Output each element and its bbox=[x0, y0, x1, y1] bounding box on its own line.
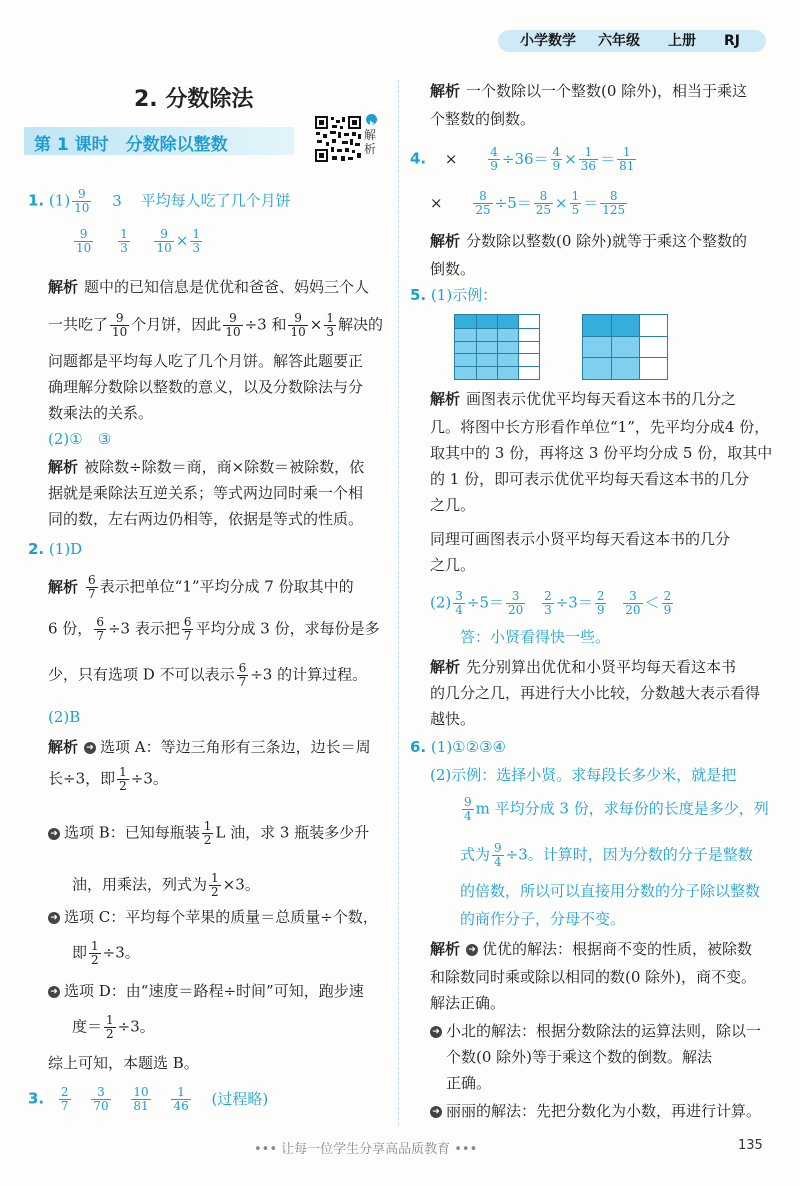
q6-jx-line7: ➜ 丽丽的解法：先把分数化为小数，再进行计算。 bbox=[430, 1100, 761, 1122]
q2-optC-line2: 即 $\frac{1}{2}$ ÷3。 bbox=[72, 939, 140, 967]
q1-jx-line3: 问题都是平均每人吃了几个月饼。解答此题要正 bbox=[48, 352, 364, 370]
q2-optC-line1: ➜ 选项 C：平均每个苹果的质量＝总质量÷个数， bbox=[48, 906, 378, 928]
right-jx-line2: 个整数的倒数。 bbox=[430, 110, 536, 128]
q1-answer-text: 平均每人吃了几个月饼 bbox=[140, 191, 291, 210]
q6-line1: 6. (1)①②③④ bbox=[410, 738, 506, 756]
q2-optA-line1: 解析 ➜ 选项 A：等边三角形有三条边，边长＝周 bbox=[48, 738, 371, 756]
q1-part2: (2)① ③ bbox=[48, 430, 112, 448]
q6-jx-line1: 解析 ➜ 优优的解法：根据商不变的性质，被除数 bbox=[430, 940, 753, 958]
lesson-title-bar bbox=[24, 127, 294, 155]
q2-line1: 2. (1)D bbox=[28, 540, 83, 558]
q1-number: 1. bbox=[28, 191, 45, 210]
q1-row2-frac3: $\frac{9}{10}$ bbox=[156, 227, 172, 255]
q6-jx-line2: 和除数同时乘或除以相同的数(0 除外)，商不变。 bbox=[430, 968, 757, 986]
q1-line2: $\frac{9}{10}$ $\frac{1}{3}$ $\frac{9}{10}$ × $\frac{1}{3}$ bbox=[76, 227, 200, 255]
diagram-youyou bbox=[454, 314, 540, 380]
q5-jx-line4: 的 1 份，即可表示优优平均每天看这本书的几分 bbox=[430, 470, 750, 488]
footer-slogan: ••• 让每一位学生分享高品质教育 ••• bbox=[254, 1142, 478, 1157]
q1-frac-9-10: $\frac{9}{10}$ bbox=[74, 187, 90, 215]
section-title: 2. 分数除法 bbox=[134, 87, 254, 112]
arrow-icon: ➜ bbox=[430, 1026, 442, 1038]
qr-code-icon bbox=[314, 115, 362, 163]
q2-jx-line1: 解析 $\frac{6}{7}$ 表示把单位“1”平均分成 7 份取其中的 bbox=[48, 573, 354, 601]
q5-part2: (2) $\frac{3}{4}$ ÷5＝ $\frac{3}{20}$ $\frac{2}{3}$ ÷3＝ $\frac{2}{9}$ $\frac{3}{20}$ ＜ $\frac{2}{9}$ bbox=[430, 589, 672, 617]
q4-jx-line2: 倒数。 bbox=[430, 260, 476, 278]
q1-jx-line1: 解析 题中的已知信息是优优和爸爸、妈妈三个人 bbox=[48, 278, 370, 296]
arrow-icon: ➜ bbox=[430, 1106, 442, 1118]
arrow-icon: ➜ bbox=[466, 944, 478, 956]
q2-optB-line2: 油，用乘法，列式为 $\frac{1}{2}$ ×3。 bbox=[72, 871, 260, 899]
q2-optB-line1: ➜ 选项 B：已知每瓶装 $\frac{1}{2}$ L 油，求 3 瓶装多少升 bbox=[48, 820, 369, 847]
arrow-icon: ➜ bbox=[48, 986, 60, 998]
qr-code[interactable] bbox=[314, 115, 362, 163]
q5-jx-line10: 越快。 bbox=[430, 710, 476, 728]
q1-part1: (1) bbox=[48, 191, 71, 210]
page-number: 135 bbox=[738, 1138, 763, 1153]
q1-row2-frac1: $\frac{9}{10}$ bbox=[76, 227, 92, 255]
q2-optD-line2: 度＝ $\frac{1}{2}$ ÷3。 bbox=[72, 1013, 155, 1041]
q2-jx-line3: 少，只有选项 D 不可以表示 $\frac{6}{7}$ ÷3 的计算过程。 bbox=[48, 661, 368, 689]
q5-line1: 5. (1)示例： bbox=[410, 286, 498, 304]
header-grade: 六年级 bbox=[598, 33, 640, 49]
q6-jx-line6: 正确。 bbox=[446, 1074, 492, 1092]
header-band bbox=[498, 30, 766, 52]
play-icon[interactable] bbox=[366, 114, 377, 125]
q6-part2-line2: $\frac{9}{4}$ m 平均分成 3 份，求每份的长度是多少，列 bbox=[464, 795, 769, 823]
q1-jx-line5: 数乘法的关系。 bbox=[48, 404, 154, 422]
q4-eq2: × $\frac{8}{25}$ ÷5＝ $\frac{8}{25}$ × $\frac{1}{5}$ ＝ $\frac{8}{125}$ bbox=[430, 189, 626, 217]
arrow-icon: ➜ bbox=[84, 742, 96, 754]
q1-jx-line7: 据就是乘除法互逆关系；等式两边同时乘一个相 bbox=[48, 484, 364, 502]
qr-label: 解析 bbox=[364, 128, 377, 156]
q5-jx-line5: 之几。 bbox=[430, 496, 476, 514]
q5-jx-line9: 的几分之几，再进行大小比较，分数越大表示看得 bbox=[430, 684, 761, 702]
q5-jx-line6: 同理可画图表示小贤平均每天看这本书的几分 bbox=[430, 530, 731, 548]
arrow-icon: ➜ bbox=[48, 828, 60, 840]
q5-jx-line8: 解析 先分别算出优优和小贤平均每天看这本书 bbox=[430, 658, 737, 676]
q1-jx-line8: 同的数，左右两边仍相等，依据是等式的性质。 bbox=[48, 510, 364, 528]
q6-part2-line3: 式为 $\frac{9}{4}$ ÷3。计算时，因为分数的分子是整数 bbox=[460, 841, 753, 869]
q1-jx-line2: 一共吃了 $\frac{9}{10}$ 个月饼，因此 $\frac{9}{10}$ ÷3 和 $\frac{9}{10}$ × $\frac{1}{3}$ 解决的 bbox=[48, 311, 383, 339]
q1-jx-line6: 解析 被除数÷除数＝商，商×除数＝被除数，依 bbox=[48, 458, 365, 476]
header-subject: 小学数学 bbox=[520, 33, 576, 49]
q6-jx-line4: ➜ 小北的解法：根据分数除法的运算法则，除以一 bbox=[430, 1020, 761, 1042]
header-edition: RJ bbox=[724, 33, 740, 49]
q3-line: 3. $\frac{2}{7}$ $\frac{3}{70}$ $\frac{10}{81}$ $\frac{1}{46}$ (过程略) bbox=[28, 1085, 269, 1113]
q2-part2: (2)B bbox=[48, 708, 81, 726]
q2-jx-line2: 6 份， $\frac{6}{7}$ ÷3 表示把 $\frac{6}{7}$ 平均分成 3 份，求每份是多 bbox=[48, 615, 380, 643]
q6-part2-line4: 的倍数，所以可以直接用分数的分子除以整数 bbox=[460, 882, 761, 900]
q5-jx-line3: 取其中的 3 份，再将这 3 份平均分成 5 份，取其中 bbox=[430, 444, 773, 462]
q6-part2-line1: (2)示例：选择小贤。求每段长多少米，就是把 bbox=[430, 766, 737, 784]
q1-line1 bbox=[28, 188, 291, 215]
column-divider bbox=[398, 80, 399, 1125]
q1-answer-3: 3 bbox=[112, 191, 122, 210]
arrow-icon: ➜ bbox=[48, 912, 60, 924]
q4-eq1: 4. × $\frac{4}{9}$ ÷36＝ $\frac{4}{9}$ × $\frac{1}{36}$ ＝ $\frac{1}{81}$ bbox=[410, 145, 635, 173]
q6-jx-line5: 个数(0 除外)等于乘这个数的倒数。解法 bbox=[446, 1048, 713, 1066]
q6-jx-line3: 解法正确。 bbox=[430, 994, 506, 1012]
right-jx-line1: 解析 一个数除以一个整数(0 除外)，相当于乘这 bbox=[430, 82, 748, 100]
lesson-title: 第 1 课时 分数除以整数 bbox=[34, 135, 228, 155]
q5-answer: 答：小贤看得快一些。 bbox=[460, 628, 611, 646]
q5-jx-line1: 解析 画图表示优优平均每天看这本书的几分之 bbox=[430, 390, 737, 408]
q1-jx-label: 解析 bbox=[48, 278, 79, 296]
q2-optA-line2: 长÷3，即 $\frac{1}{2}$ ÷3。 bbox=[48, 765, 168, 793]
diagram-xiaoxian bbox=[582, 314, 668, 380]
q4-jx-line1: 解析 分数除以整数(0 除外)就等于乘这个整数的 bbox=[430, 232, 748, 250]
q1-row2-frac2: $\frac{1}{3}$ bbox=[120, 227, 128, 255]
header-volume: 上册 bbox=[668, 33, 696, 49]
q2-optD-line1: ➜ 选项 D：由“速度＝路程÷时间”可知，跑步速 bbox=[48, 980, 364, 1002]
q5-jx-line7: 之几。 bbox=[430, 556, 476, 574]
q6-part2-line5: 的商作分子，分母不变。 bbox=[460, 910, 626, 928]
q2-summary: 综上可知，本题选 B。 bbox=[48, 1054, 199, 1072]
q5-jx-line2: 几。将图中长方形看作单位“1”，先平均分成4 份， bbox=[430, 418, 770, 436]
q1-jx-line4: 确理解分数除以整数的意义，以及分数除法与分 bbox=[48, 378, 364, 396]
